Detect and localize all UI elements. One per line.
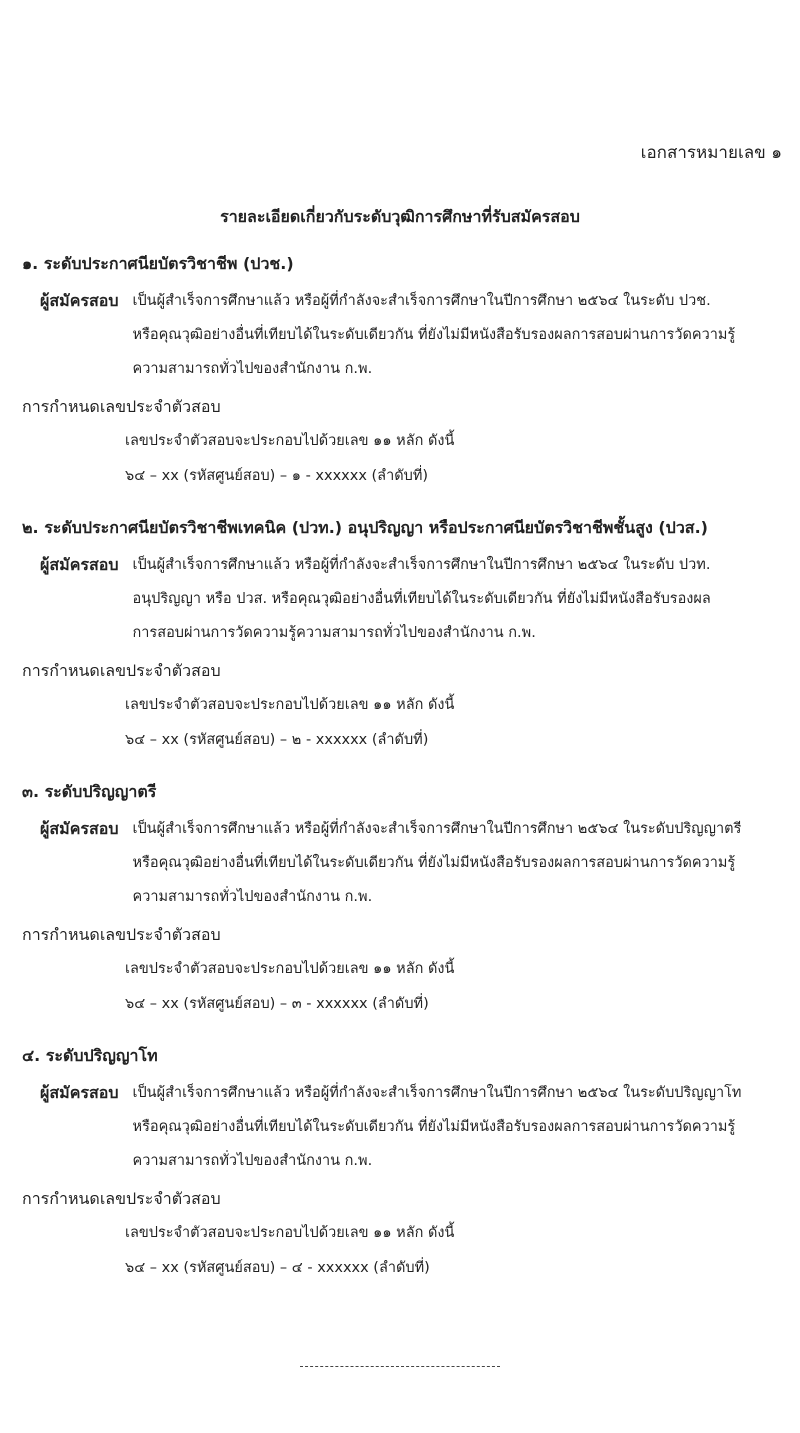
id-format-line: เลขประจำตัวสอบจะประกอบไปด้วยเลข ๑๑ หลัก ดังนี้ xyxy=(125,1225,455,1241)
applicant-block xyxy=(22,548,786,650)
id-format-line: เลขประจำตัวสอบจะประกอบไปด้วยเลข ๑๑ หลัก ดังนี้ xyxy=(125,697,455,713)
applicant-text-line: เป็นผู้สำเร็จการศึกษาแล้ว หรือผู้ที่กำลังจะสำเร็จการศึกษาในปีการศึกษา ๒๕๖๔ ในระดับ ปวช. xyxy=(132,293,711,309)
section-2 xyxy=(22,514,786,758)
applicant-label: ผู้สมัครสอบ xyxy=(40,291,119,310)
applicant-block xyxy=(22,812,786,914)
section-1 xyxy=(22,250,786,494)
section-heading: ๒. ระดับประกาศนียบัตรวิชาชีพเทคนิค (ปวท.) อนุปริญญา หรือประกาศนียบัตรวิชาชีพชั้นสูง (ปวส.) xyxy=(22,518,708,537)
applicant-text xyxy=(133,1076,786,1178)
applicant-label: ผู้สมัครสอบ xyxy=(40,555,119,574)
id-heading: การกำหนดเลขประจำตัวสอบ xyxy=(22,1189,221,1208)
applicant-block xyxy=(22,1076,786,1178)
id-format-line: เลขประจำตัวสอบจะประกอบไปด้วยเลข ๑๑ หลัก ดังนี้ xyxy=(125,961,455,977)
section-heading: ๓. ระดับปริญญาตรี xyxy=(22,782,157,801)
applicant-label: ผู้สมัครสอบ xyxy=(40,819,119,838)
id-heading: การกำหนดเลขประจำตัวสอบ xyxy=(22,397,221,416)
applicant-text xyxy=(133,548,786,650)
section-heading: ๔. ระดับปริญญาโท xyxy=(22,1046,158,1065)
applicant-text-line: ความสามารถทั่วไปของสำนักงาน ก.พ. xyxy=(132,889,373,905)
end-divider xyxy=(300,1366,500,1367)
section-3 xyxy=(22,778,786,1022)
id-format-line: ๖๔ – xx (รหัสศูนย์สอบ) – ๒ - xxxxxx (ลำดับที่) xyxy=(125,732,429,748)
applicant-text-line: ความสามารถทั่วไปของสำนักงาน ก.พ. xyxy=(132,361,373,377)
applicant-text-line: เป็นผู้สำเร็จการศึกษาแล้ว หรือผู้ที่กำลังจะสำเร็จการศึกษาในปีการศึกษา ๒๕๖๔ ในระดับปริญญาตรี xyxy=(132,821,742,837)
document-title: รายละเอียดเกี่ยวกับระดับวุฒิการศึกษาที่รับสมัครสอบ xyxy=(220,207,580,226)
id-format-line: ๖๔ – xx (รหัสศูนย์สอบ) – ๑ - xxxxxx (ลำดับที่) xyxy=(125,468,429,484)
id-format-line: เลขประจำตัวสอบจะประกอบไปด้วยเลข ๑๑ หลัก ดังนี้ xyxy=(125,433,455,449)
applicant-text-line: หรือคุณวุฒิอย่างอื่นที่เทียบได้ในระดับเดียวกัน ที่ยังไม่มีหนังสือรับรองผลการสอบผ่านการวัดความรู้ xyxy=(132,327,736,343)
applicant-text-line: เป็นผู้สำเร็จการศึกษาแล้ว หรือผู้ที่กำลังจะสำเร็จการศึกษาในปีการศึกษา ๒๕๖๔ ในระดับ ปวท. xyxy=(132,557,711,573)
id-heading: การกำหนดเลขประจำตัวสอบ xyxy=(22,661,221,680)
id-format-line: ๖๔ – xx (รหัสศูนย์สอบ) – ๓ - xxxxxx (ลำดับที่) xyxy=(125,996,429,1012)
applicant-text-line: เป็นผู้สำเร็จการศึกษาแล้ว หรือผู้ที่กำลังจะสำเร็จการศึกษาในปีการศึกษา ๒๕๖๔ ในระดับปริญญาโท xyxy=(132,1085,742,1101)
applicant-text xyxy=(133,812,786,914)
id-format-line: ๖๔ – xx (รหัสศูนย์สอบ) – ๔ - xxxxxx (ลำดับที่) xyxy=(125,1260,430,1276)
applicant-text xyxy=(133,284,786,386)
applicant-text-line: หรือคุณวุฒิอย่างอื่นที่เทียบได้ในระดับเดียวกัน ที่ยังไม่มีหนังสือรับรองผลการสอบผ่านการวัดความรู้ xyxy=(132,1119,736,1135)
section-heading: ๑. ระดับประกาศนียบัตรวิชาชีพ (ปวช.) xyxy=(22,254,294,273)
document-number: เอกสารหมายเลข ๑ xyxy=(640,143,782,163)
section-4 xyxy=(22,1042,786,1286)
applicant-block xyxy=(22,284,786,386)
applicant-text-line: หรือคุณวุฒิอย่างอื่นที่เทียบได้ในระดับเดียวกัน ที่ยังไม่มีหนังสือรับรองผลการสอบผ่านการวัดความรู้ xyxy=(132,855,736,871)
id-heading: การกำหนดเลขประจำตัวสอบ xyxy=(22,925,221,944)
applicant-text-line: การสอบผ่านการวัดความรู้ความสามารถทั่วไปของสำนักงาน ก.พ. xyxy=(132,625,536,641)
applicant-text-line: อนุปริญญา หรือ ปวส. หรือคุณวุฒิอย่างอื่นที่เทียบได้ในระดับเดียวกัน ที่ยังไม่มีหนังสือรับรองผล xyxy=(132,591,711,607)
sections-container xyxy=(0,250,800,1286)
applicant-text-line: ความสามารถทั่วไปของสำนักงาน ก.พ. xyxy=(132,1153,373,1169)
applicant-label: ผู้สมัครสอบ xyxy=(40,1083,119,1102)
